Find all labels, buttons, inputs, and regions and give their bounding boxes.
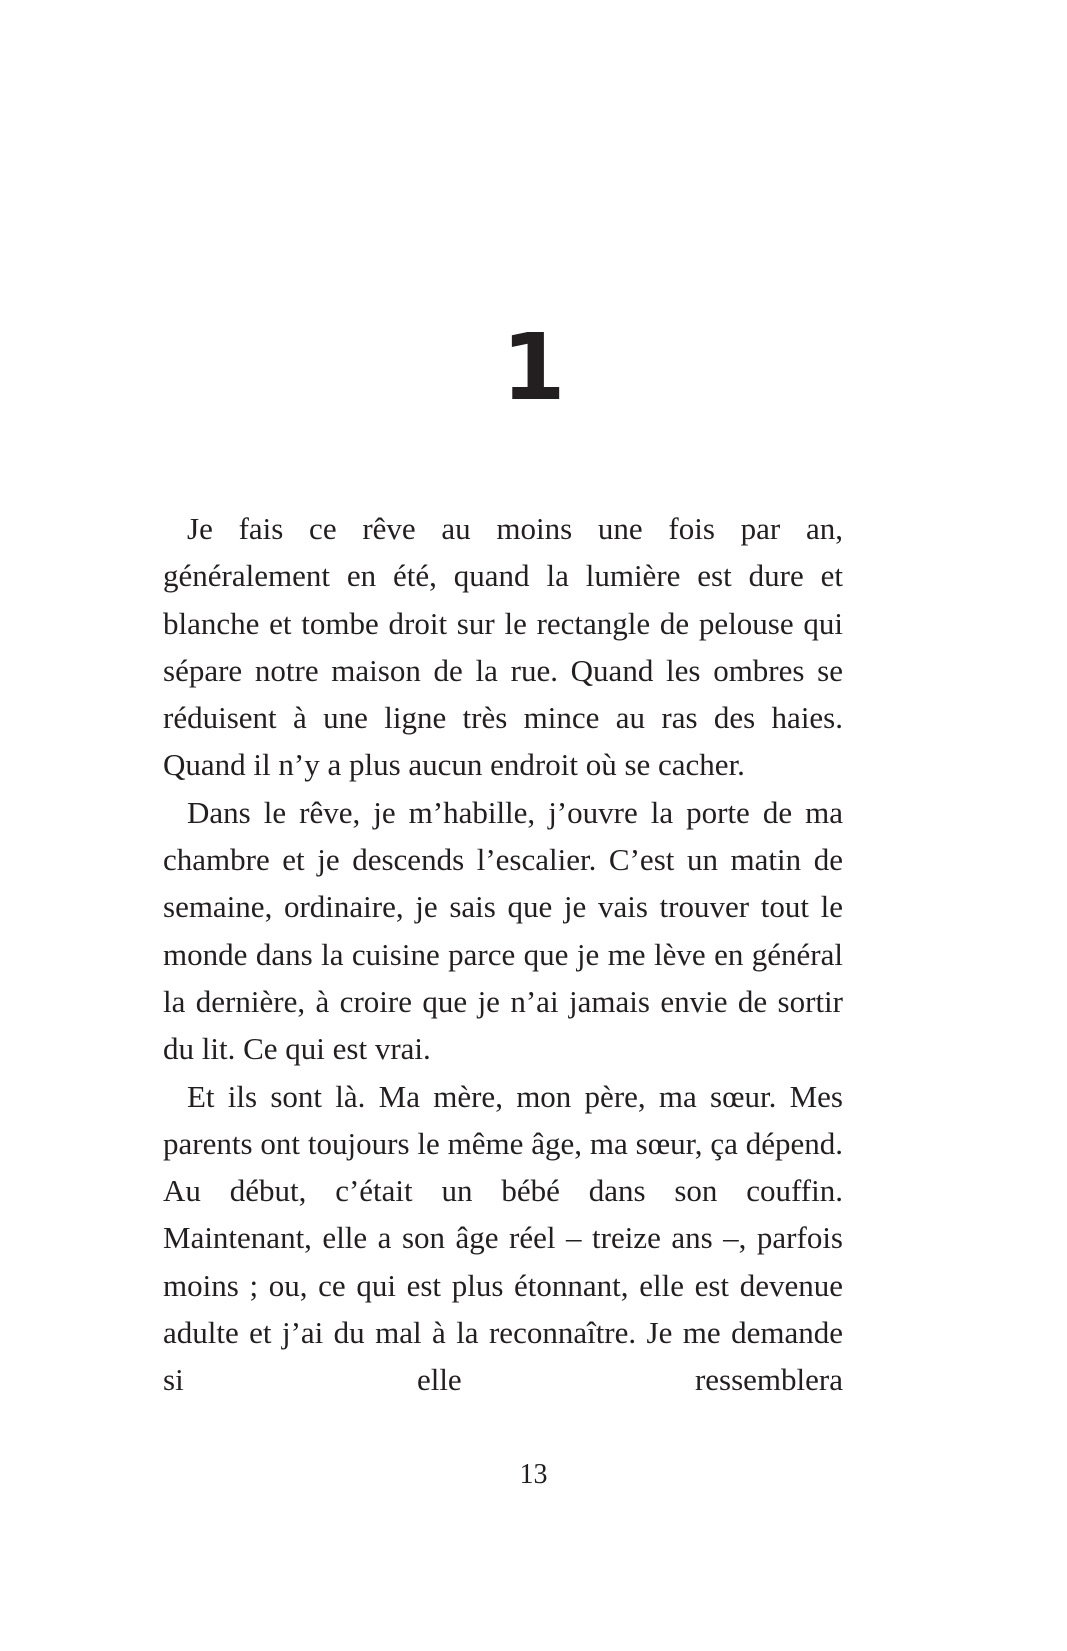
- paragraph: Dans le rêve, je m’habille, j’ouvre la porte de ma chambre et je descends l’escalier. C’est un matin de semaine, ordinaire, je sais que je vais trouver tout le monde dans la cuisine parce que je me lève en général la dernière, à croire que je n’ai jamais envie de sortir du lit. Ce qui est vrai.: [163, 794, 843, 1067]
- paragraph: Et ils sont là. Ma mère, mon père, ma sœur. Mes parents ont toujours le même âge, ma sœur, ça dépend. Au début, c’était un bébé dans son couffin. Maintenant, elle a son âge réel – treize ans –, parfois moins ; ou, ce qui est plus étonnant, elle est devenue adulte et j’ai du mal à la reconnaître. Je me demande si elle ressemblera: [163, 1078, 843, 1398]
- chapter-number: 1: [501, 314, 566, 421]
- paragraph: Je fais ce rêve au moins une fois par an, généralement en été, quand la lumière est dure et blanche et tombe droit sur le rectangle de pelouse qui sépare notre maison de la rue. Quand les ombres se réduisent à une ligne très mince au ras des haies. Quand il n’y a plus aucun endroit où se cacher.: [163, 511, 843, 783]
- page-number: 13: [519, 1459, 548, 1490]
- body-text: [163, 505, 843, 1404]
